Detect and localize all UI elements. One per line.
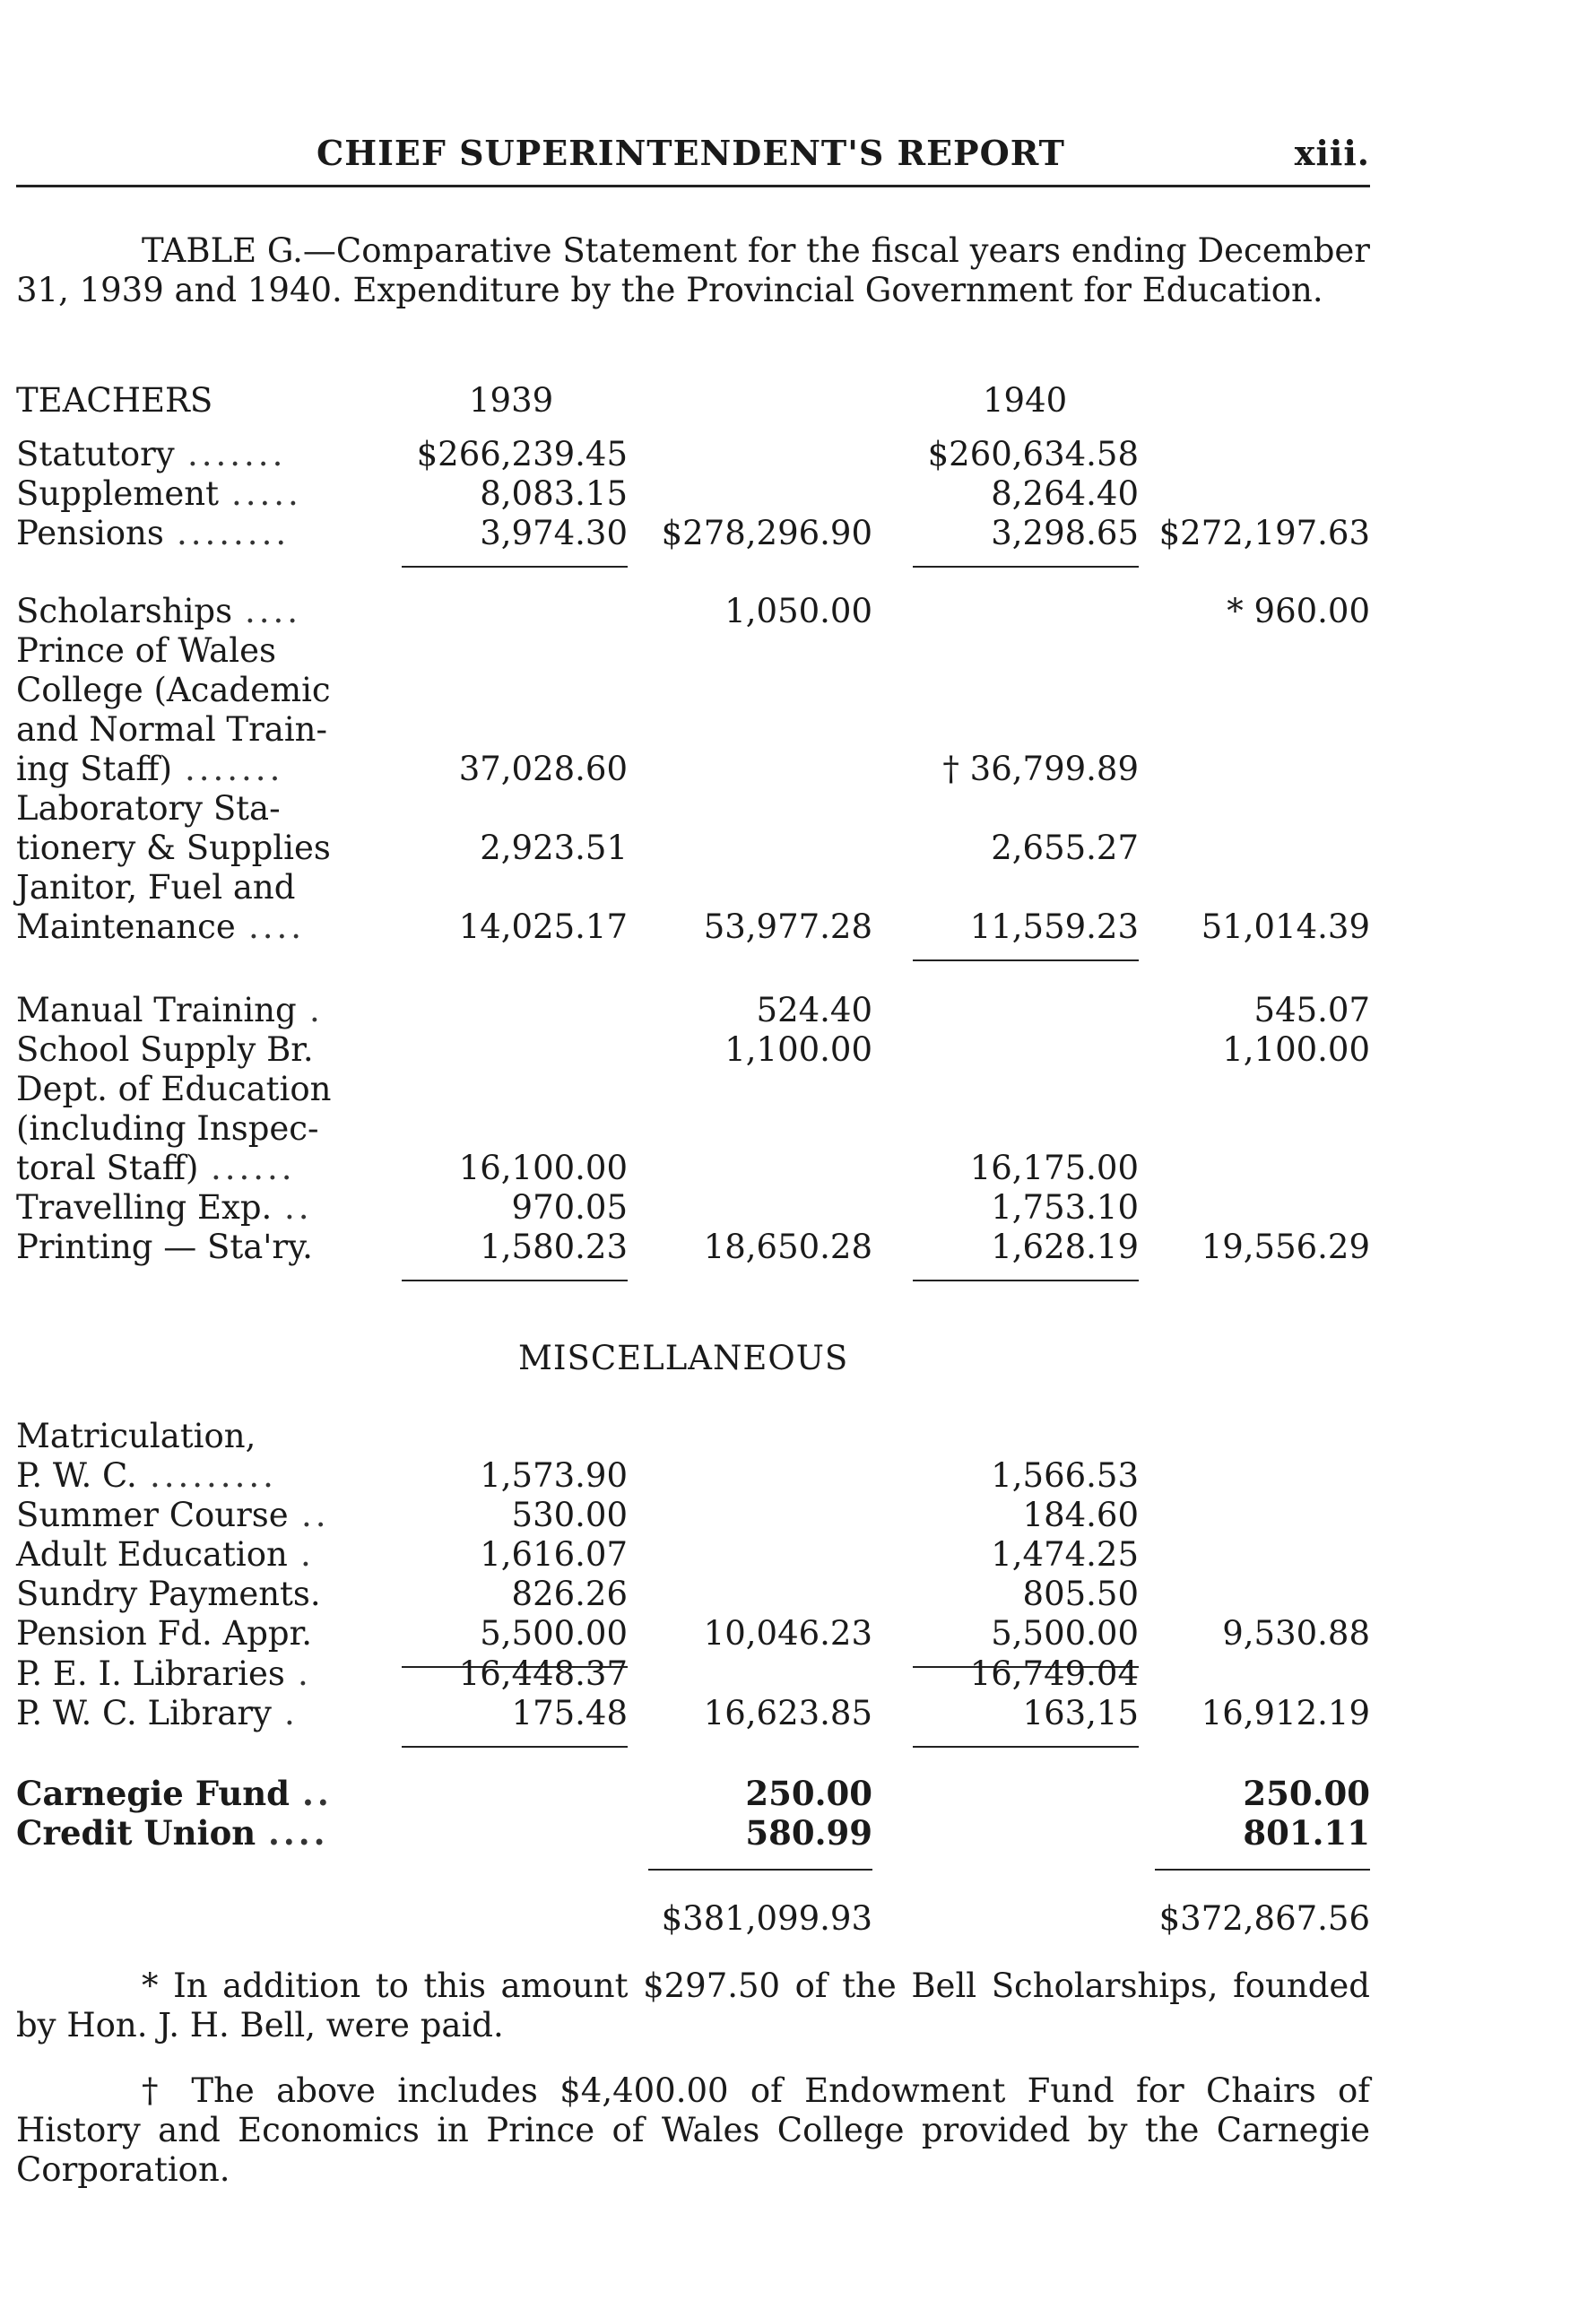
cell-y2: 1,474.25 [991, 1535, 1139, 1574]
dot-leader: .. [284, 1188, 313, 1227]
row-label: Prince of Wales [16, 631, 276, 670]
row-label: Sundry Payments. [16, 1575, 321, 1613]
cell-y1: 3,974.30 [480, 514, 628, 552]
subtotal-rule [402, 566, 628, 568]
cell-t1: 18,650.28 [703, 1228, 872, 1266]
row-label: ing Staff) [16, 750, 173, 788]
table-row [16, 1109, 1370, 1149]
subtotal-rule [913, 959, 1139, 961]
footnote-dagger [16, 2071, 1370, 2190]
dot-leader: ..... [231, 474, 302, 513]
cell-t2: 801.11 [1243, 1813, 1370, 1853]
cell-y2: 16,749.04 [969, 1654, 1139, 1693]
table-row [16, 1456, 1370, 1496]
grand-total-row [16, 1899, 1370, 1939]
section-heading-teachers: TEACHERS [16, 381, 213, 420]
cell-t1: 10,046.23 [703, 1614, 872, 1653]
table-row [16, 1614, 1370, 1654]
row-label: Printing — Sta'ry. [16, 1228, 313, 1266]
dot-leader: ......... [150, 1456, 277, 1495]
cell-t2: 545.07 [1253, 991, 1370, 1029]
cell-y1: 970.05 [511, 1188, 628, 1227]
cell-y1: 37,028.60 [458, 750, 628, 788]
table-row [16, 631, 1370, 671]
row-label: tionery & Supplies [16, 829, 331, 867]
dot-leader: .. [302, 1774, 333, 1813]
table-row [16, 991, 1370, 1030]
table-row [16, 907, 1370, 947]
total-rule [1155, 1869, 1370, 1871]
table-row [16, 671, 1370, 710]
row-label: School Supply Br. [16, 1030, 314, 1069]
row-label: Manual Training [16, 991, 297, 1029]
cell-t2: 19,556.29 [1201, 1228, 1370, 1266]
table-row [16, 1149, 1370, 1188]
cell-y1: 1,573.90 [480, 1456, 628, 1495]
row-label: P. W. C. Library [16, 1694, 272, 1732]
section-heading-miscellaneous: MISCELLANEOUS [518, 1339, 849, 1377]
row-label: Janitor, Fuel and [16, 868, 296, 907]
cell-t2: 16,912.19 [1201, 1694, 1370, 1732]
dot-leader: . [298, 1654, 312, 1693]
cell-t2: 1,100.00 [1222, 1030, 1370, 1069]
cell-y2: 184.60 [1022, 1496, 1139, 1534]
dot-leader: ...... [211, 1149, 296, 1187]
cell-t1: 1,100.00 [724, 1030, 872, 1069]
table-row [16, 1774, 1370, 1813]
row-label: Statutory [16, 435, 175, 473]
cell-y1: 826.26 [511, 1575, 628, 1613]
dot-leader: ........ [177, 514, 291, 552]
subtotal-rule [913, 1280, 1139, 1281]
dot-leader: .... [245, 592, 302, 630]
cell-y1: 530.00 [511, 1496, 628, 1534]
table-row [16, 1188, 1370, 1228]
row-label: Scholarships [16, 592, 233, 630]
subtotal-rule [402, 1746, 628, 1748]
table-row [16, 514, 1370, 553]
cell-t2: $272,197.63 [1158, 514, 1370, 552]
cell-y2: † 36,799.89 [942, 750, 1139, 788]
table-caption-text: TABLE G.—Comparative Statement for the fiscal years ending December 31, 1939 and 1940. Expenditure by the Provincial Government for Education. [16, 231, 1370, 309]
cell-y2: 1,566.53 [991, 1456, 1139, 1495]
cell-y2: 805.50 [1022, 1575, 1139, 1613]
table-row [16, 710, 1370, 750]
cell-t1: 250.00 [745, 1774, 872, 1813]
row-label: Carnegie Fund [16, 1774, 290, 1813]
cell-y1: 1,580.23 [480, 1228, 628, 1266]
table-row [16, 868, 1370, 907]
cell-y2: 2,655.27 [991, 829, 1139, 867]
dot-leader: .... [268, 1813, 329, 1853]
subtotal-rule [913, 1746, 1139, 1748]
cell-y2: 16,175.00 [969, 1149, 1139, 1187]
table-row [16, 1575, 1370, 1614]
table-row [16, 474, 1370, 514]
row-label: Adult Education [16, 1535, 288, 1574]
row-label: Summer Course [16, 1496, 289, 1534]
dot-leader: ....... [185, 750, 284, 788]
subtotal-rule [402, 1280, 628, 1281]
total-rule [648, 1869, 872, 1871]
header-rule [16, 185, 1370, 187]
cell-t2: 250.00 [1243, 1774, 1370, 1813]
cell-y2: 163,15 [1022, 1694, 1139, 1732]
misc-heading-row [16, 1339, 1370, 1378]
cell-y1: 16,100.00 [458, 1149, 628, 1187]
cell-y1: 1,616.07 [480, 1535, 628, 1574]
row-label: (including Inspec- [16, 1109, 319, 1148]
row-label: Travelling Exp. [16, 1188, 273, 1227]
cell-y2: 1,753.10 [991, 1188, 1139, 1227]
cell-t1: 16,623.85 [703, 1694, 872, 1732]
table-row [16, 789, 1370, 829]
row-label: Credit Union [16, 1813, 256, 1853]
row-label: toral Staff) [16, 1149, 199, 1187]
table-row [16, 1228, 1370, 1267]
cell-t1: 524.40 [756, 991, 872, 1029]
row-label: Matriculation, [16, 1417, 256, 1455]
row-label: Laboratory Sta- [16, 789, 281, 828]
table-caption [16, 231, 1370, 310]
cell-y2: 5,500.00 [991, 1614, 1139, 1653]
cell-y1: 5,500.00 [480, 1614, 628, 1653]
cell-y2: 11,559.23 [969, 907, 1139, 946]
cell-y2: 1,628.19 [991, 1228, 1139, 1266]
row-label: Pension Fd. Appr. [16, 1614, 313, 1653]
table-row [16, 1535, 1370, 1575]
cell-t2: 9,530.88 [1222, 1614, 1370, 1653]
cell-t1: 580.99 [745, 1813, 872, 1853]
cell-y1: 16,448.37 [458, 1654, 628, 1693]
cell-y1: 8,083.15 [480, 474, 628, 513]
row-label: Pensions [16, 514, 164, 552]
table-row [16, 750, 1370, 789]
row-label: College (Academic [16, 671, 331, 709]
table-row [16, 1070, 1370, 1109]
footnote-star [16, 1966, 1370, 2045]
cell-y2: 8,264.40 [991, 474, 1139, 513]
row-label: P. E. I. Libraries [16, 1654, 285, 1693]
cell-y1: 175.48 [511, 1694, 628, 1732]
dot-leader: .. [301, 1496, 330, 1534]
table-row [16, 1694, 1370, 1733]
table-row [16, 1654, 1370, 1694]
table-row [16, 1417, 1370, 1456]
table-row [16, 1813, 1370, 1853]
row-label: Maintenance [16, 907, 236, 946]
cell-y2: $260,634.58 [927, 435, 1139, 473]
column-year-1940: 1940 [983, 381, 1068, 420]
row-label: and Normal Train- [16, 710, 328, 749]
cell-y1: 2,923.51 [480, 829, 628, 867]
cell-t2: * 960.00 [1227, 592, 1370, 630]
cell-y2: 3,298.65 [991, 514, 1139, 552]
cell-y1: $266,239.45 [416, 435, 628, 473]
column-header-row [16, 381, 1370, 421]
table-row [16, 435, 1370, 474]
row-label: Supplement [16, 474, 219, 513]
row-label: Dept. of Education [16, 1070, 332, 1108]
dot-leader: ....... [187, 435, 287, 473]
table-row [16, 1496, 1370, 1535]
cell-t2: 51,014.39 [1201, 907, 1370, 946]
dot-leader: . [300, 1535, 315, 1574]
page-number: xiii. [1294, 133, 1370, 173]
footnote-dagger-text: † The above includes $4,400.00 of Endowment Fund for Chairs of History and Economics in Prince of Wales College provided by the Carnegie Corporation. [16, 2071, 1370, 2189]
subtotal-rule [913, 566, 1139, 568]
cell-t1: 1,050.00 [724, 592, 872, 630]
table-row [16, 592, 1370, 631]
cell-y1: 14,025.17 [458, 907, 628, 946]
dot-leader: . [309, 991, 324, 1029]
grand-total-1939: $381,099.93 [661, 1899, 872, 1938]
table-row [16, 829, 1370, 868]
cell-t1: 53,977.28 [703, 907, 872, 946]
row-label: P. W. C. [16, 1456, 137, 1495]
footnote-star-text: * In addition to this amount $297.50 of the Bell Scholarships, founded by Hon. J. H. Bell, were paid. [16, 1966, 1370, 2045]
report-title: CHIEF SUPERINTENDENT'S REPORT [317, 133, 1065, 173]
dot-leader: .... [248, 907, 306, 946]
cell-t1: $278,296.90 [661, 514, 872, 552]
grand-total-1940: $372,867.56 [1158, 1899, 1370, 1938]
table-row [16, 1030, 1370, 1070]
dot-leader: . [284, 1694, 299, 1732]
column-year-1939: 1939 [469, 381, 554, 420]
